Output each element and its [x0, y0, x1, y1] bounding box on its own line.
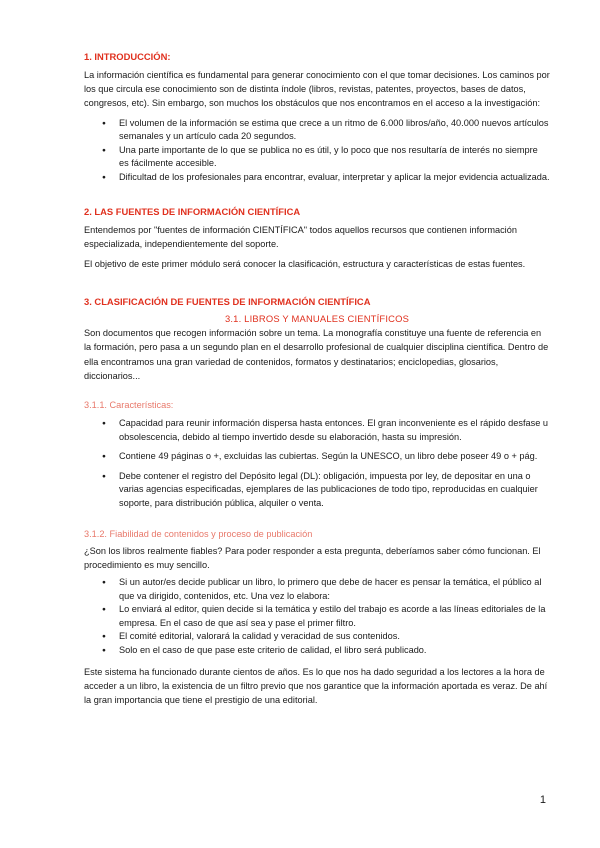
fiabilidad-paragraph-1: ¿Son los libros realmente fiables? Para poder responder a esta pregunta, deberíamos saber cómo funcionan. El procedimiento es muy sencillo. [84, 545, 541, 570]
caracteristicas-bullet-list [84, 417, 550, 511]
list-item: ● El volumen de la información se estima que crece a un ritmo de 6.000 libros/año, 40.000 nuevos artículos semanales y un artículo cada 20 segundos. [84, 117, 550, 144]
list-item: ● El comité editorial, valorará la calidad y veracidad de sus contenidos. [84, 630, 550, 644]
heading-clasificacion: 3. CLASIFICACIÓN DE FUENTES DE INFORMACIÓN CIENTÍFICA [84, 296, 371, 308]
fuentes-paragraph-1: Entendemos por "fuentes de información CIENTÍFICA" todos aquellos recursos que contienen información especializada, independientemente del soporte. [84, 224, 517, 249]
intro-paragraph: La información científica es fundamental para generar conocimiento con el que tomar decisiones. Los caminos por los que circula ese conocimiento son de distinta índole (libros, revistas, patentes, proyectos, bases de datos, congresos, etc). Sin embargo, son muchos los obstáculos que nos encontramos en el acceso a la investigación: [84, 70, 550, 109]
list-item: ● Solo en el caso de que pase este criterio de calidad, el libro será publicado. [84, 644, 550, 658]
subheading-libros: 3.1. LIBROS Y MANUALES CIENTÍFICOS [224, 313, 410, 325]
list-item: ● Una parte importante de lo que se publica no es útil, y lo poco que nos resultaría de interés no siempre es fácilmente accesible. [84, 144, 550, 171]
heading-introduccion: 1. INTRODUCCIÓN: [84, 51, 171, 62]
list-item: ● Debe contener el registro del Depósito legal (DL): obligación, impuesta por ley, de depositar en una o varias agencias especificadas, ejemplares de las publicaciones de todo tipo, reproducidas en cualquier soporte, para distribución pública, alquiler o venta. [84, 470, 550, 511]
document-page [84, 50, 550, 707]
fiabilidad-bullet-list [84, 576, 550, 658]
list-item: ● Dificultad de los profesionales para encontrar, evaluar, interpretar y aplicar la mejor evidencia actualizada. [84, 171, 550, 185]
fuentes-paragraph-2: El objetivo de este primer módulo será conocer la clasificación, estructura y características de estas fuentes. [84, 258, 526, 269]
fiabilidad-paragraph-2: Este sistema ha funcionado durante cientos de años. Es lo que nos ha dado seguridad a los lectores a la hora de acceder a un libro, la existencia de un filtro previo que nos garantice que la información aportada es veraz. De ahí la gran importancia que tiene el prestigio de una editorial. [84, 666, 548, 705]
subheading-caracteristicas: 3.1.1. Características: [84, 400, 174, 410]
libros-paragraph: Son documentos que recogen información sobre un tema. La monografía constituye una fuente de referencia en la formación, pero pasa a un segundo plan en el desarrollo profesional de cualquier disciplina científica. Dentro de ella encontramos una gran variedad de contenidos, formatos y destinatarios; enciclopedias, glosarios, diccionarios... [84, 328, 549, 381]
intro-bullet-list [84, 117, 550, 185]
list-item: ● Si un autor/es decide publicar un libro, lo primero que debe de hacer es pensar la temática, el público al que va dirigido, contenidos, etc. Una vez lo elabora: [84, 576, 550, 603]
heading-fuentes: 2. LAS FUENTES DE INFORMACIÓN CIENTÍFICA [84, 205, 301, 217]
list-item: ● Lo enviará al editor, quien decide si la temática y estilo del trabajo es acorde a las líneas editoriales de la empresa. En el caso de que así sea y pase el primer filtro. [84, 603, 550, 630]
page-number: 1 [539, 794, 546, 806]
list-item: ● Capacidad para reunir información dispersa hasta entonces. El gran inconveniente es el rápido desfase u obsolescencia, debido al tiempo invertido desde su elaboración, hasta su impresión. [84, 417, 550, 444]
subheading-fiabilidad: 3.1.2. Fiabilidad de contenidos y proceso de publicación [84, 528, 313, 539]
list-item: ● Contiene 49 páginas o +, excluidas las cubiertas. Según la UNESCO, un libro debe poseer 49 o + pág. [84, 450, 550, 464]
